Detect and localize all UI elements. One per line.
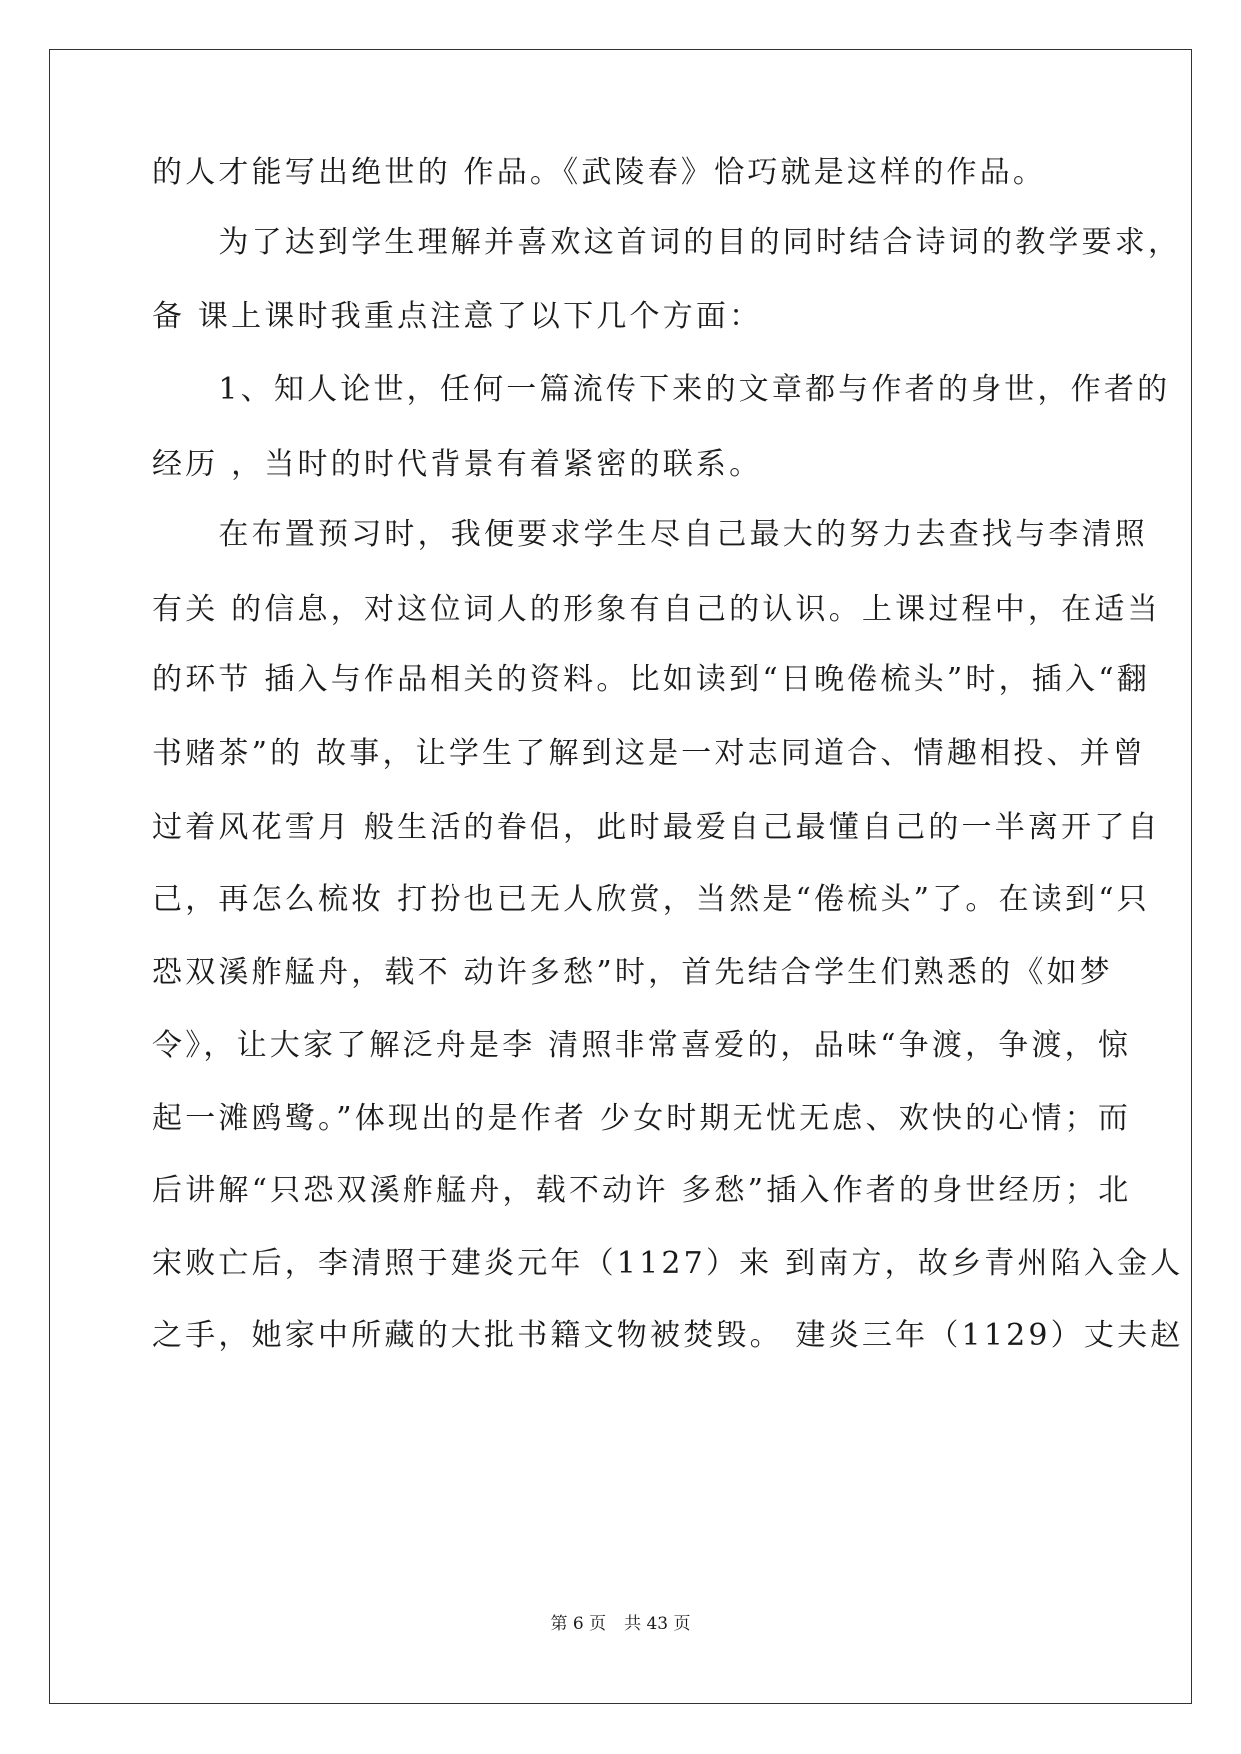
text-line: 1、知人论世，任何一篇流传下来的文章都与作者的身世，作者的 bbox=[152, 372, 1171, 407]
page-total: 共 43 页 bbox=[624, 1614, 691, 1634]
text-line: 为了达到学生理解并喜欢这首词的目的同时结合诗词的教学要求， bbox=[152, 225, 1182, 260]
page-number: 第 6 页 bbox=[550, 1614, 607, 1634]
text-line: 有关 的信息，对这位词人的形象有自己的认识。上课过程中，在适当 bbox=[152, 592, 1161, 627]
text-line: 在布置预习时，我便要求学生尽自己最大的努力去查找与李清照 bbox=[152, 517, 1148, 552]
text-line: 备 课上课时我重点注意了以下几个方面： bbox=[152, 299, 763, 334]
text-line: 起一滩鸥鹭。”体现出的是作者 少女时期无忧无虑、欢快的心情；而 bbox=[152, 1101, 1132, 1136]
text-line: 恐双溪舴艋舟，载不 动许多愁”时，首先结合学生们熟悉的《如梦 bbox=[152, 955, 1113, 990]
text-line: 令》，让大家了解泛舟是李 清照非常喜爱的，品味“争渡，争渡，惊 bbox=[152, 1028, 1132, 1063]
text-line: 己，再怎么梳妆 打扮也已无人欣赏，当然是“倦梳头”了。在读到“只 bbox=[152, 882, 1150, 917]
text-line: 的环节 插入与作品相关的资料。比如读到“日晚倦梳头”时，插入“翻 bbox=[152, 662, 1150, 697]
page-footer bbox=[0, 1612, 1241, 1636]
text-line: 书赌茶”的 故事，让学生了解到这是一对志同道合、情趣相投、并曾 bbox=[152, 736, 1147, 771]
text-line: 的人才能写出绝世的 作品。《武陵春》恰巧就是这样的作品。 bbox=[152, 155, 1047, 190]
text-line: 后讲解“只恐双溪舴艋舟，载不动许 多愁”插入作者的身世经历；北 bbox=[152, 1173, 1132, 1208]
text-line: 过着风花雪月 般生活的眷侣，此时最爱自己最懂自己的一半离开了自 bbox=[152, 810, 1161, 845]
text-line: 经历 ，当时的时代背景有着紧密的联系。 bbox=[152, 447, 763, 482]
text-line: 之手，她家中所藏的大批书籍文物被焚毁。 建炎三年（1129）丈夫赵 bbox=[152, 1318, 1184, 1353]
text-line: 宋败亡后，李清照于建炎元年（1127）来 到南方，故乡青州陷入金人 bbox=[152, 1246, 1184, 1281]
